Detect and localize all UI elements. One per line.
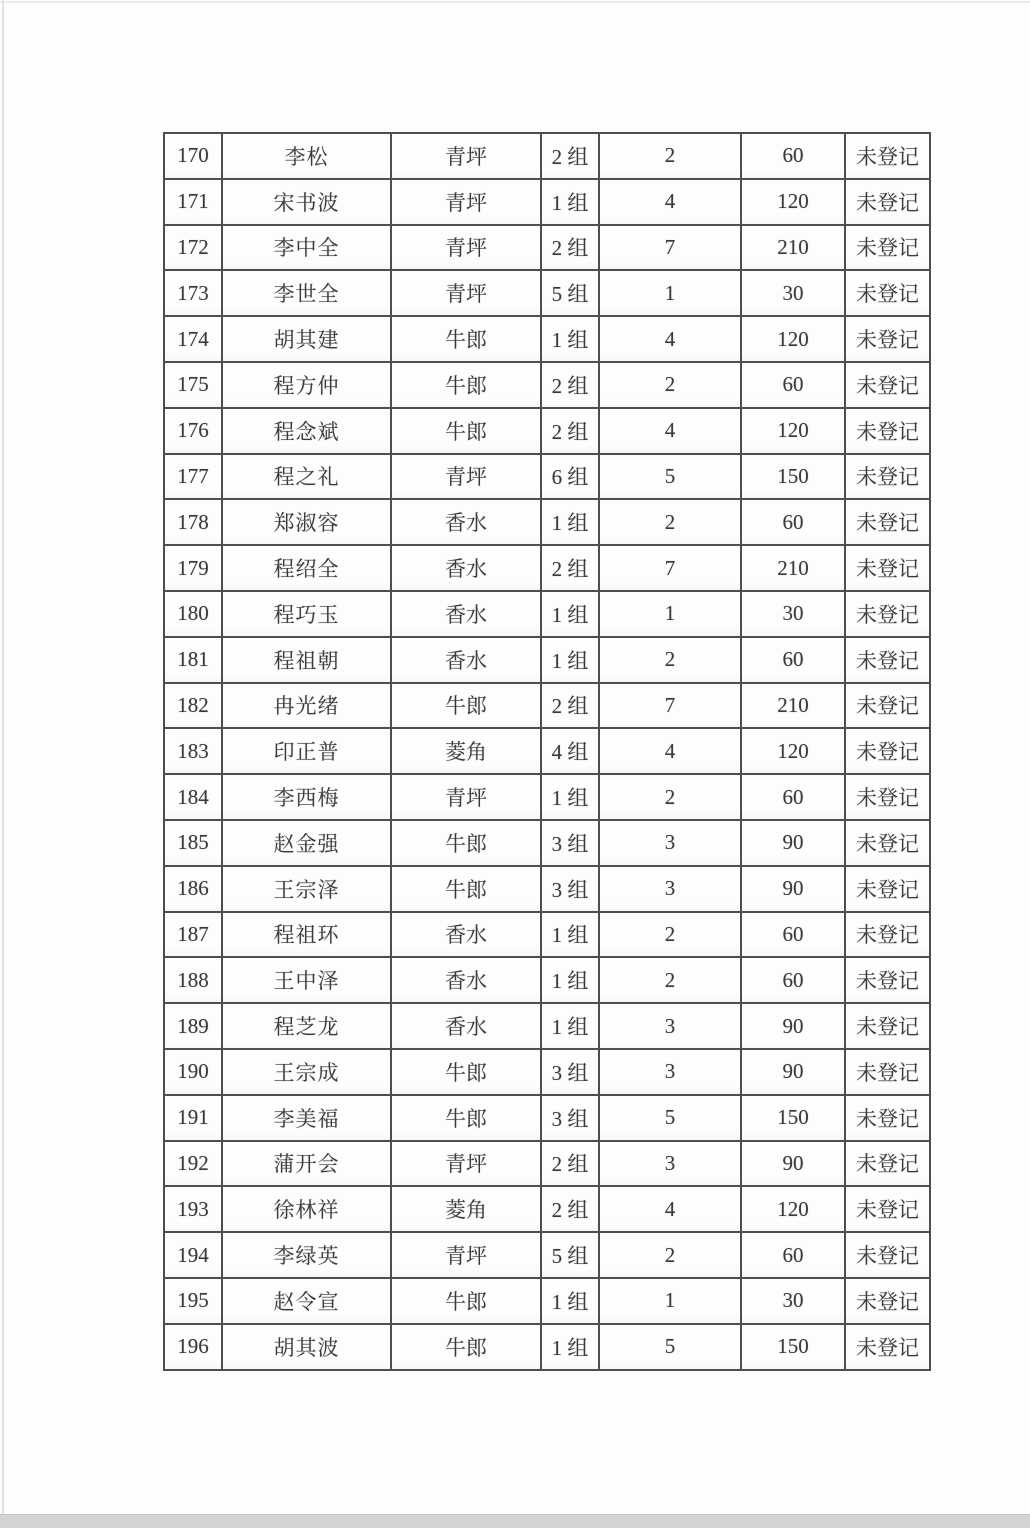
cell-serial-number: 191 bbox=[164, 1095, 222, 1141]
page-left-edge bbox=[2, 0, 4, 1518]
cell-serial-number: 196 bbox=[164, 1324, 222, 1370]
cell-name: 冉光绪 bbox=[222, 683, 391, 729]
cell-amount: 30 bbox=[741, 591, 845, 637]
table-row bbox=[164, 637, 930, 683]
cell-serial-number: 184 bbox=[164, 774, 222, 820]
cell-status: 未登记 bbox=[845, 820, 930, 866]
table-row bbox=[164, 1141, 930, 1187]
table-row bbox=[164, 408, 930, 454]
cell-amount: 150 bbox=[741, 1095, 845, 1141]
cell-quantity: 2 bbox=[599, 1232, 741, 1278]
cell-quantity: 2 bbox=[599, 133, 741, 179]
cell-status: 未登记 bbox=[845, 499, 930, 545]
cell-group: 2 组 bbox=[541, 362, 599, 408]
cell-status: 未登记 bbox=[845, 133, 930, 179]
cell-group: 1 组 bbox=[541, 591, 599, 637]
cell-group: 1 组 bbox=[541, 957, 599, 1003]
photo-background-band bbox=[0, 1514, 1030, 1528]
cell-serial-number: 194 bbox=[164, 1232, 222, 1278]
cell-village: 牛郎 bbox=[391, 316, 541, 362]
cell-group: 2 组 bbox=[541, 1186, 599, 1232]
cell-village: 青坪 bbox=[391, 774, 541, 820]
cell-amount: 60 bbox=[741, 133, 845, 179]
cell-status: 未登记 bbox=[845, 454, 930, 500]
cell-serial-number: 185 bbox=[164, 820, 222, 866]
cell-amount: 120 bbox=[741, 1186, 845, 1232]
cell-amount: 120 bbox=[741, 728, 845, 774]
cell-group: 1 组 bbox=[541, 1324, 599, 1370]
table-row bbox=[164, 270, 930, 316]
cell-village: 青坪 bbox=[391, 454, 541, 500]
cell-quantity: 3 bbox=[599, 866, 741, 912]
cell-name: 王宗成 bbox=[222, 1049, 391, 1095]
cell-status: 未登记 bbox=[845, 1278, 930, 1324]
cell-quantity: 5 bbox=[599, 454, 741, 500]
table-row bbox=[164, 591, 930, 637]
cell-quantity: 3 bbox=[599, 1141, 741, 1187]
cell-group: 1 组 bbox=[541, 1278, 599, 1324]
cell-quantity: 7 bbox=[599, 683, 741, 729]
cell-amount: 120 bbox=[741, 408, 845, 454]
cell-name: 程念斌 bbox=[222, 408, 391, 454]
table-row bbox=[164, 912, 930, 958]
cell-group: 2 组 bbox=[541, 225, 599, 271]
cell-status: 未登记 bbox=[845, 316, 930, 362]
table-row bbox=[164, 728, 930, 774]
cell-serial-number: 171 bbox=[164, 179, 222, 225]
cell-serial-number: 170 bbox=[164, 133, 222, 179]
cell-group: 1 组 bbox=[541, 637, 599, 683]
cell-group: 3 组 bbox=[541, 1049, 599, 1095]
cell-group: 5 组 bbox=[541, 1232, 599, 1278]
cell-status: 未登记 bbox=[845, 637, 930, 683]
cell-group: 1 组 bbox=[541, 774, 599, 820]
cell-name: 程巧玉 bbox=[222, 591, 391, 637]
cell-village: 牛郎 bbox=[391, 1324, 541, 1370]
cell-serial-number: 183 bbox=[164, 728, 222, 774]
cell-group: 6 组 bbox=[541, 454, 599, 500]
cell-amount: 60 bbox=[741, 957, 845, 1003]
cell-status: 未登记 bbox=[845, 591, 930, 637]
cell-group: 2 组 bbox=[541, 545, 599, 591]
cell-serial-number: 175 bbox=[164, 362, 222, 408]
cell-group: 2 组 bbox=[541, 133, 599, 179]
cell-village: 青坪 bbox=[391, 270, 541, 316]
cell-group: 3 组 bbox=[541, 820, 599, 866]
cell-status: 未登记 bbox=[845, 408, 930, 454]
cell-serial-number: 179 bbox=[164, 545, 222, 591]
cell-amount: 90 bbox=[741, 820, 845, 866]
table-row bbox=[164, 316, 930, 362]
cell-group: 1 组 bbox=[541, 179, 599, 225]
cell-amount: 60 bbox=[741, 499, 845, 545]
table-row bbox=[164, 225, 930, 271]
cell-village: 香水 bbox=[391, 591, 541, 637]
cell-amount: 210 bbox=[741, 683, 845, 729]
cell-village: 牛郎 bbox=[391, 866, 541, 912]
cell-quantity: 5 bbox=[599, 1095, 741, 1141]
cell-name: 李西梅 bbox=[222, 774, 391, 820]
cell-group: 4 组 bbox=[541, 728, 599, 774]
cell-group: 3 组 bbox=[541, 1095, 599, 1141]
cell-serial-number: 187 bbox=[164, 912, 222, 958]
cell-group: 2 组 bbox=[541, 1141, 599, 1187]
cell-status: 未登记 bbox=[845, 912, 930, 958]
table-row bbox=[164, 683, 930, 729]
cell-group: 1 组 bbox=[541, 316, 599, 362]
cell-serial-number: 193 bbox=[164, 1186, 222, 1232]
cell-amount: 90 bbox=[741, 866, 845, 912]
cell-serial-number: 180 bbox=[164, 591, 222, 637]
table-row bbox=[164, 1095, 930, 1141]
cell-amount: 60 bbox=[741, 912, 845, 958]
cell-quantity: 4 bbox=[599, 179, 741, 225]
cell-quantity: 4 bbox=[599, 1186, 741, 1232]
cell-status: 未登记 bbox=[845, 270, 930, 316]
cell-serial-number: 181 bbox=[164, 637, 222, 683]
cell-quantity: 2 bbox=[599, 957, 741, 1003]
cell-group: 3 组 bbox=[541, 866, 599, 912]
cell-quantity: 3 bbox=[599, 1003, 741, 1049]
cell-village: 青坪 bbox=[391, 225, 541, 271]
cell-village: 牛郎 bbox=[391, 408, 541, 454]
cell-village: 青坪 bbox=[391, 1232, 541, 1278]
cell-name: 李绿英 bbox=[222, 1232, 391, 1278]
cell-group: 1 组 bbox=[541, 1003, 599, 1049]
cell-name: 徐林祥 bbox=[222, 1186, 391, 1232]
cell-village: 牛郎 bbox=[391, 1278, 541, 1324]
cell-village: 牛郎 bbox=[391, 1049, 541, 1095]
cell-village: 菱角 bbox=[391, 1186, 541, 1232]
cell-name: 程绍全 bbox=[222, 545, 391, 591]
cell-name: 程芝龙 bbox=[222, 1003, 391, 1049]
table-row bbox=[164, 133, 930, 179]
cell-quantity: 4 bbox=[599, 316, 741, 362]
cell-quantity: 1 bbox=[599, 1278, 741, 1324]
cell-status: 未登记 bbox=[845, 362, 930, 408]
cell-quantity: 7 bbox=[599, 545, 741, 591]
cell-serial-number: 182 bbox=[164, 683, 222, 729]
table-row bbox=[164, 1003, 930, 1049]
cell-quantity: 2 bbox=[599, 499, 741, 545]
cell-serial-number: 172 bbox=[164, 225, 222, 271]
table-row bbox=[164, 1186, 930, 1232]
table-body bbox=[164, 133, 930, 1370]
cell-quantity: 3 bbox=[599, 1049, 741, 1095]
cell-status: 未登记 bbox=[845, 545, 930, 591]
table-row bbox=[164, 957, 930, 1003]
cell-status: 未登记 bbox=[845, 957, 930, 1003]
cell-name: 郑淑容 bbox=[222, 499, 391, 545]
cell-quantity: 2 bbox=[599, 912, 741, 958]
cell-amount: 60 bbox=[741, 1232, 845, 1278]
cell-name: 李世全 bbox=[222, 270, 391, 316]
cell-serial-number: 189 bbox=[164, 1003, 222, 1049]
cell-name: 胡其波 bbox=[222, 1324, 391, 1370]
cell-serial-number: 192 bbox=[164, 1141, 222, 1187]
cell-serial-number: 178 bbox=[164, 499, 222, 545]
cell-status: 未登记 bbox=[845, 1095, 930, 1141]
table-row bbox=[164, 866, 930, 912]
cell-name: 李松 bbox=[222, 133, 391, 179]
cell-status: 未登记 bbox=[845, 225, 930, 271]
cell-village: 香水 bbox=[391, 957, 541, 1003]
cell-village: 牛郎 bbox=[391, 820, 541, 866]
cell-quantity: 7 bbox=[599, 225, 741, 271]
cell-group: 2 组 bbox=[541, 408, 599, 454]
cell-name: 宋书波 bbox=[222, 179, 391, 225]
cell-village: 青坪 bbox=[391, 1141, 541, 1187]
cell-village: 香水 bbox=[391, 499, 541, 545]
cell-quantity: 1 bbox=[599, 591, 741, 637]
cell-serial-number: 173 bbox=[164, 270, 222, 316]
cell-name: 印正普 bbox=[222, 728, 391, 774]
cell-name: 王中泽 bbox=[222, 957, 391, 1003]
cell-village: 香水 bbox=[391, 545, 541, 591]
cell-quantity: 4 bbox=[599, 408, 741, 454]
cell-serial-number: 188 bbox=[164, 957, 222, 1003]
cell-status: 未登记 bbox=[845, 179, 930, 225]
cell-group: 1 组 bbox=[541, 499, 599, 545]
cell-amount: 90 bbox=[741, 1141, 845, 1187]
table-row bbox=[164, 1278, 930, 1324]
cell-village: 青坪 bbox=[391, 179, 541, 225]
cell-village: 菱角 bbox=[391, 728, 541, 774]
cell-serial-number: 190 bbox=[164, 1049, 222, 1095]
cell-status: 未登记 bbox=[845, 1324, 930, 1370]
cell-serial-number: 176 bbox=[164, 408, 222, 454]
cell-amount: 60 bbox=[741, 774, 845, 820]
cell-serial-number: 174 bbox=[164, 316, 222, 362]
cell-amount: 120 bbox=[741, 316, 845, 362]
cell-village: 香水 bbox=[391, 1003, 541, 1049]
cell-name: 李美福 bbox=[222, 1095, 391, 1141]
table-row bbox=[164, 1324, 930, 1370]
cell-status: 未登记 bbox=[845, 683, 930, 729]
cell-name: 赵令宣 bbox=[222, 1278, 391, 1324]
cell-amount: 90 bbox=[741, 1003, 845, 1049]
cell-quantity: 2 bbox=[599, 774, 741, 820]
cell-amount: 30 bbox=[741, 1278, 845, 1324]
cell-village: 香水 bbox=[391, 637, 541, 683]
table-row bbox=[164, 774, 930, 820]
page-top-edge bbox=[0, 1, 1030, 3]
cell-amount: 150 bbox=[741, 1324, 845, 1370]
cell-village: 青坪 bbox=[391, 133, 541, 179]
cell-quantity: 4 bbox=[599, 728, 741, 774]
cell-amount: 120 bbox=[741, 179, 845, 225]
cell-status: 未登记 bbox=[845, 1003, 930, 1049]
table-row bbox=[164, 499, 930, 545]
cell-serial-number: 177 bbox=[164, 454, 222, 500]
table-row bbox=[164, 545, 930, 591]
table-row bbox=[164, 820, 930, 866]
cell-name: 赵金强 bbox=[222, 820, 391, 866]
cell-name: 程祖朝 bbox=[222, 637, 391, 683]
cell-group: 2 组 bbox=[541, 683, 599, 729]
cell-village: 牛郎 bbox=[391, 362, 541, 408]
cell-status: 未登记 bbox=[845, 1186, 930, 1232]
cell-status: 未登记 bbox=[845, 1049, 930, 1095]
cell-quantity: 2 bbox=[599, 362, 741, 408]
cell-amount: 210 bbox=[741, 545, 845, 591]
cell-amount: 150 bbox=[741, 454, 845, 500]
cell-serial-number: 195 bbox=[164, 1278, 222, 1324]
cell-quantity: 5 bbox=[599, 1324, 741, 1370]
cell-name: 李中全 bbox=[222, 225, 391, 271]
cell-status: 未登记 bbox=[845, 1141, 930, 1187]
cell-name: 程之礼 bbox=[222, 454, 391, 500]
cell-amount: 210 bbox=[741, 225, 845, 271]
cell-amount: 60 bbox=[741, 362, 845, 408]
table-row bbox=[164, 362, 930, 408]
registration-table bbox=[163, 132, 931, 1371]
cell-name: 胡其建 bbox=[222, 316, 391, 362]
cell-group: 1 组 bbox=[541, 912, 599, 958]
cell-serial-number: 186 bbox=[164, 866, 222, 912]
cell-name: 蒲开会 bbox=[222, 1141, 391, 1187]
cell-status: 未登记 bbox=[845, 728, 930, 774]
cell-quantity: 2 bbox=[599, 637, 741, 683]
table-row bbox=[164, 1232, 930, 1278]
cell-village: 香水 bbox=[391, 912, 541, 958]
cell-quantity: 3 bbox=[599, 820, 741, 866]
cell-amount: 90 bbox=[741, 1049, 845, 1095]
cell-group: 5 组 bbox=[541, 270, 599, 316]
cell-amount: 60 bbox=[741, 637, 845, 683]
cell-village: 牛郎 bbox=[391, 1095, 541, 1141]
table-row bbox=[164, 454, 930, 500]
cell-name: 程方仲 bbox=[222, 362, 391, 408]
cell-status: 未登记 bbox=[845, 866, 930, 912]
cell-quantity: 1 bbox=[599, 270, 741, 316]
cell-name: 程祖环 bbox=[222, 912, 391, 958]
cell-village: 牛郎 bbox=[391, 683, 541, 729]
cell-status: 未登记 bbox=[845, 774, 930, 820]
cell-status: 未登记 bbox=[845, 1232, 930, 1278]
table-row bbox=[164, 179, 930, 225]
table-row bbox=[164, 1049, 930, 1095]
cell-name: 王宗泽 bbox=[222, 866, 391, 912]
cell-amount: 30 bbox=[741, 270, 845, 316]
